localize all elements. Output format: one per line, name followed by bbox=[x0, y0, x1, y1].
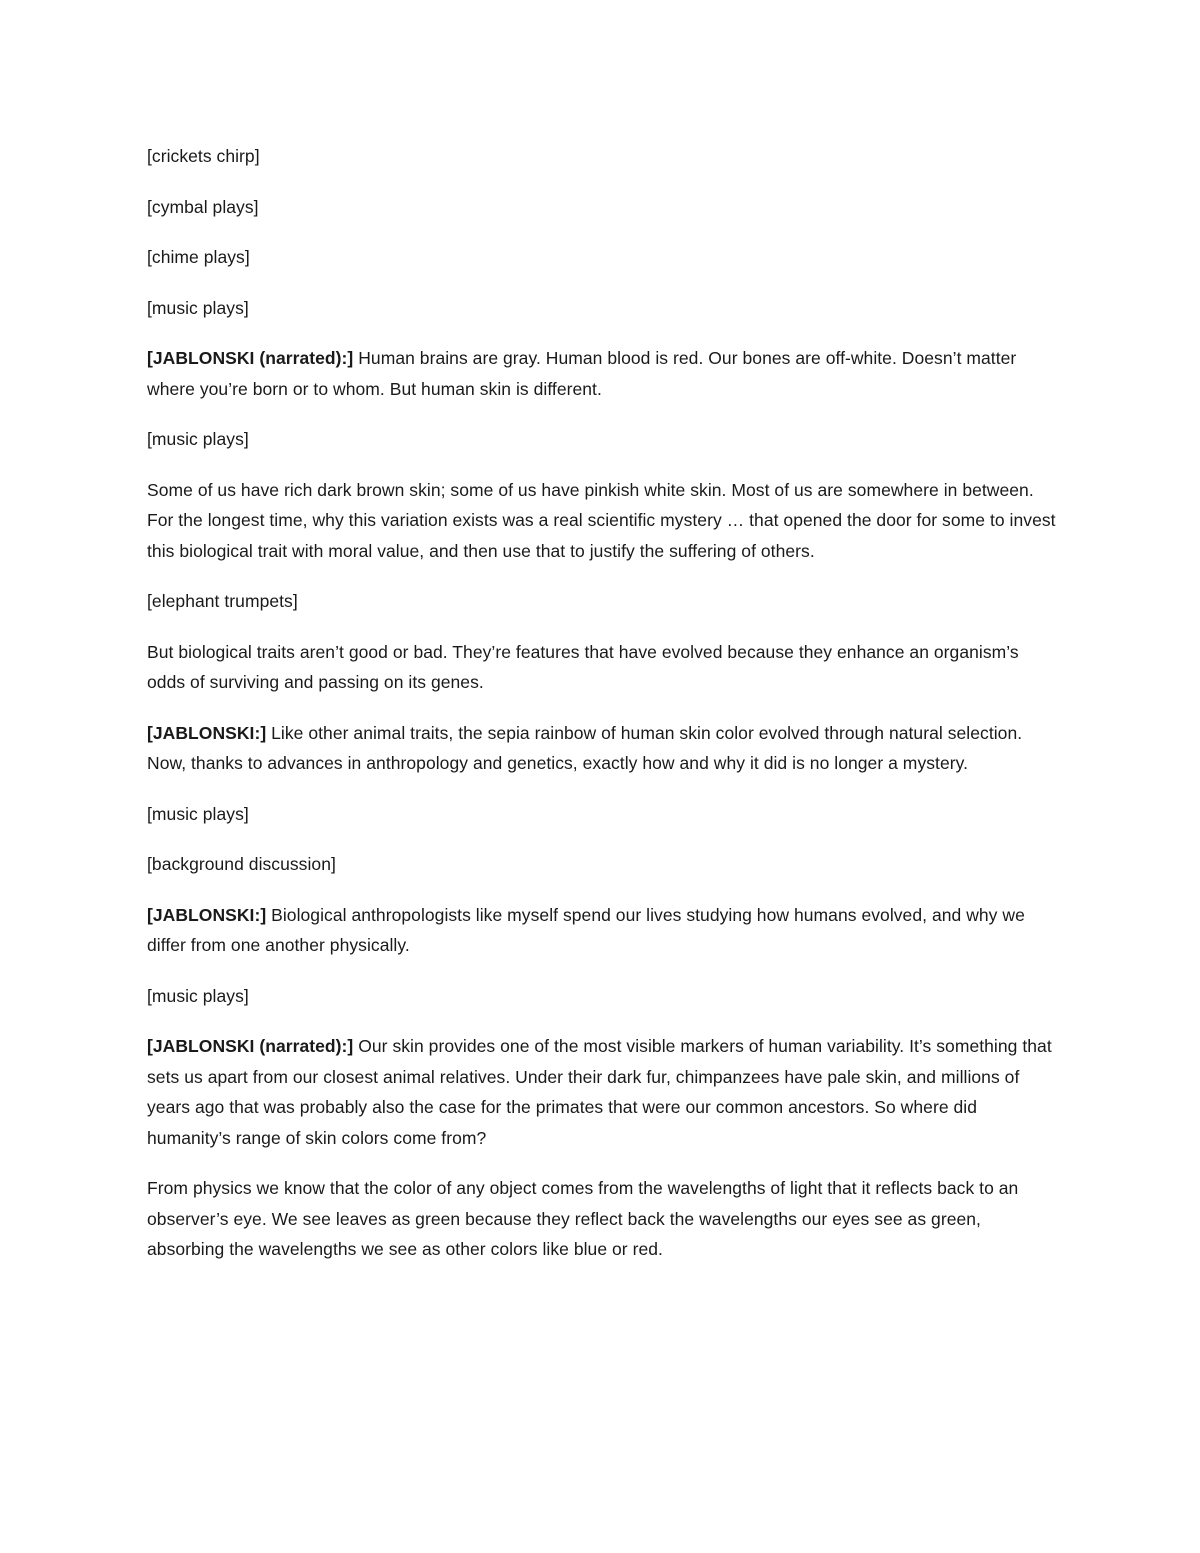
paragraph-text: Some of us have rich dark brown skin; some of us have pinkish white skin. Most of us are somewhere in between. For the longest time, why this variation exists was a real scientific mystery … that opened the door for some to invest this biological trait with moral value, and then use that to justify the suffering of others. bbox=[147, 479, 1056, 561]
paragraph-text: Human brains are gray. Human blood is red. Our bones are off-white. Doesn’t matter where you’re born or to whom. But human skin is different. bbox=[147, 348, 1017, 399]
paragraph-sound-cue bbox=[147, 192, 1057, 223]
paragraph-text: Like other animal traits, the sepia rainbow of human skin color evolved through natural selection. Now, thanks to advances in anthropology and genetics, exactly how and why it did is no longer a mystery. bbox=[147, 722, 1023, 773]
paragraph-text: [crickets chirp] bbox=[147, 146, 260, 166]
paragraph-text: [music plays] bbox=[147, 297, 249, 318]
paragraph-sound-cue bbox=[147, 849, 1057, 880]
transcript-body bbox=[147, 141, 1057, 1285]
paragraph-narration bbox=[147, 637, 1057, 698]
paragraph-text: But biological traits aren’t good or bad. They’re features that have evolved because they enhance an organism’s odds of surviving and passing on its genes. bbox=[147, 641, 1019, 692]
paragraph-sound-cue bbox=[147, 242, 1057, 273]
paragraph-text: [chime plays] bbox=[147, 247, 250, 267]
paragraph-text: From physics we know that the color of any object comes from the wavelengths of light that it reflects back to an observer’s eye. We see leaves as green because they reflect back the wavelengths our eyes see as green, absorbing the wavelengths we see as other colors like blue or red. bbox=[147, 1178, 1019, 1259]
speaker-label: [JABLONSKI:] bbox=[147, 722, 267, 743]
paragraph-dialogue bbox=[147, 718, 1057, 779]
paragraph-narration bbox=[147, 1173, 1057, 1265]
paragraph-sound-cue bbox=[147, 799, 1057, 830]
paragraph-text: [background discussion] bbox=[147, 854, 336, 874]
paragraph-text: [music plays] bbox=[147, 985, 249, 1006]
paragraph-text: Our skin provides one of the most visible markers of human variability. It’s something that sets us apart from our closest animal relatives. Under their dark fur, chimpanzees have pale skin, and millions of years ago that was probably also the case for the primates that were our common ancestors. So where did humanity’s range of skin colors come from? bbox=[147, 1036, 1052, 1148]
paragraph-sound-cue bbox=[147, 424, 1057, 455]
speaker-label: [JABLONSKI (narrated):] bbox=[147, 348, 354, 368]
speaker-label: [JABLONSKI:] bbox=[147, 904, 267, 925]
paragraph-text: [music plays] bbox=[147, 803, 249, 824]
paragraph-text: [elephant trumpets] bbox=[147, 591, 298, 611]
paragraph-narration bbox=[147, 475, 1057, 567]
paragraph-dialogue bbox=[147, 900, 1057, 961]
paragraph-text: [music plays] bbox=[147, 429, 249, 449]
paragraph-sound-cue bbox=[147, 141, 1057, 172]
paragraph-text: Biological anthropologists like myself spend our lives studying how humans evolved, and why we differ from one another physically. bbox=[147, 904, 1025, 955]
paragraph-dialogue bbox=[147, 1031, 1057, 1153]
speaker-label: [JABLONSKI (narrated):] bbox=[147, 1036, 354, 1056]
paragraph-sound-cue bbox=[147, 293, 1057, 324]
paragraph-sound-cue bbox=[147, 586, 1057, 617]
paragraph-dialogue bbox=[147, 343, 1057, 404]
paragraph-text: [cymbal plays] bbox=[147, 196, 259, 217]
paragraph-sound-cue bbox=[147, 981, 1057, 1012]
